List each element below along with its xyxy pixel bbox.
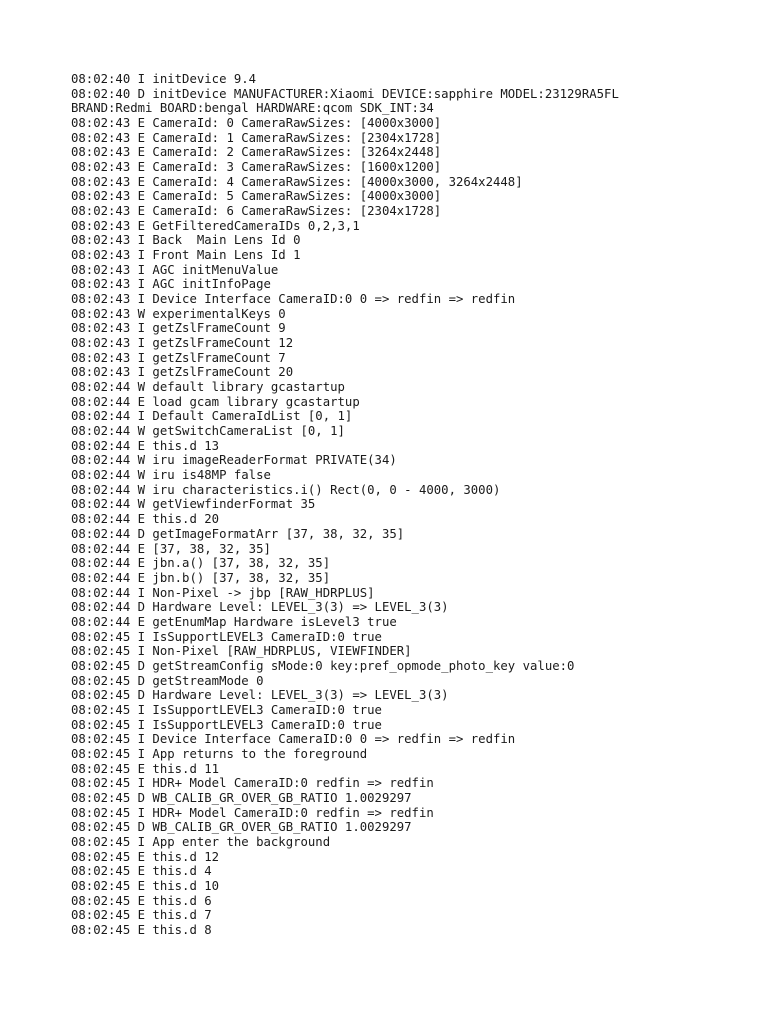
log-line: 08:02:45 E this.d 11 [71,761,220,776]
log-line: 08:02:45 D WB_CALIB_GR_OVER_GB_RATIO 1.0029297 [71,820,412,835]
log-line: 08:02:45 D getStreamConfig sMode:0 key:pref_opmode_photo_key value:0 [71,658,575,673]
log-line: 08:02:44 W iru imageReaderFormat PRIVATE(34) [71,453,397,468]
log-line: 08:02:43 I getZslFrameCount 7 [71,350,286,365]
log-line: 08:02:45 I HDR+ Model CameraID:0 redfin => redfin [71,776,434,791]
log-line: 08:02:45 I App returns to the foreground [71,746,368,761]
log-line: 08:02:45 E this.d 10 [71,878,220,893]
log-line: 08:02:45 E this.d 12 [71,849,220,864]
log-line: 08:02:43 I Back Main Lens Id 0 [71,233,301,248]
log-line: 08:02:45 I App enter the background [71,834,331,849]
log-line: 08:02:45 E this.d 8 [71,922,212,937]
log-line: 08:02:44 E getEnumMap Hardware isLevel3 true [71,614,397,629]
log-line: 08:02:45 E this.d 7 [71,908,212,923]
log-line: 08:02:44 E this.d 13 [71,438,220,453]
log-line: 08:02:45 I Non-Pixel [RAW_HDRPLUS, VIEWFINDER] [71,644,412,659]
log-line: 08:02:45 E this.d 4 [71,864,212,879]
log-line: 08:02:45 I IsSupportLEVEL3 CameraID:0 true [71,717,382,732]
log-line: 08:02:45 E this.d 6 [71,893,212,908]
log-line: 08:02:43 I AGC initMenuValue [71,262,279,277]
log-line: 08:02:40 D initDevice MANUFACTURER:Xiaomi DEVICE:sapphire MODEL:23129RA5FL [71,86,619,101]
log-line: 08:02:40 I initDevice 9.4 [71,72,257,86]
log-line: 08:02:44 W iru is48MP false [71,468,271,483]
log-line: 08:02:44 E load gcam library gcastartup [71,394,360,409]
log-line: 08:02:43 E CameraId: 4 CameraRawSizes: [4000x3000, 3264x2448] [71,174,523,189]
log-line: 08:02:43 I getZslFrameCount 12 [71,336,294,351]
log-line: 08:02:44 D Hardware Level: LEVEL_3(3) => LEVEL_3(3) [71,600,449,615]
log-line: 08:02:45 D getStreamMode 0 [71,673,264,688]
log-line: 08:02:44 I Non-Pixel -> jbp [RAW_HDRPLUS] [71,585,375,600]
log-line: 08:02:43 E CameraId: 2 CameraRawSizes: [3264x2448] [71,145,442,160]
log-line: 08:02:45 D WB_CALIB_GR_OVER_GB_RATIO 1.0029297 [71,790,412,805]
log-line: 08:02:45 I HDR+ Model CameraID:0 redfin => redfin [71,805,434,820]
log-line: 08:02:44 E jbn.b() [37, 38, 32, 35] [71,570,331,585]
log-line: 08:02:45 I IsSupportLEVEL3 CameraID:0 true [71,702,382,717]
log-line: 08:02:43 I getZslFrameCount 9 [71,321,286,336]
log-line: 08:02:44 I Default CameraIdList [0, 1] [71,409,353,424]
log-line: 08:02:43 E GetFilteredCameraIDs 0,2,3,1 [71,218,360,233]
log-line: 08:02:43 I AGC initInfoPage [71,277,271,292]
log-line: 08:02:43 E CameraId: 6 CameraRawSizes: [2304x1728] [71,204,442,219]
log-line: BRAND:Redmi BOARD:bengal HARDWARE:qcom SDK_INT:34 [71,101,434,116]
log-line: 08:02:44 W getSwitchCameraList [0, 1] [71,424,345,439]
log-line: 08:02:43 E CameraId: 1 CameraRawSizes: [2304x1728] [71,130,442,145]
log-line: 08:02:44 E jbn.a() [37, 38, 32, 35] [71,556,331,571]
log-line: 08:02:43 E CameraId: 0 CameraRawSizes: [4000x3000] [71,116,442,131]
log-line: 08:02:43 E CameraId: 3 CameraRawSizes: [1600x1200] [71,160,442,175]
log-line: 08:02:43 I getZslFrameCount 20 [71,365,294,380]
log-line: 08:02:45 I IsSupportLEVEL3 CameraID:0 true [71,629,382,644]
log-line: 08:02:44 W getViewfinderFormat 35 [71,497,316,512]
log-line: 08:02:44 E [37, 38, 32, 35] [71,541,271,556]
log-line: 08:02:44 E this.d 20 [71,512,220,527]
log-line: 08:02:45 D Hardware Level: LEVEL_3(3) => LEVEL_3(3) [71,688,449,703]
log-line: 08:02:44 W iru characteristics.i() Rect(0, 0 - 4000, 3000) [71,482,501,497]
log-line: 08:02:43 W experimentalKeys 0 [71,306,286,321]
log-line: 08:02:44 D getImageFormatArr [37, 38, 32, 35] [71,526,405,541]
log-line: 08:02:43 I Device Interface CameraID:0 0 => redfin => redfin [71,292,516,307]
log-line: 08:02:45 I Device Interface CameraID:0 0 => redfin => redfin [71,732,516,747]
log-line: 08:02:44 W default library gcastartup [71,380,345,395]
log-output [71,72,619,938]
log-line: 08:02:43 E CameraId: 5 CameraRawSizes: [4000x3000] [71,189,442,204]
log-line: 08:02:43 I Front Main Lens Id 1 [71,248,301,263]
